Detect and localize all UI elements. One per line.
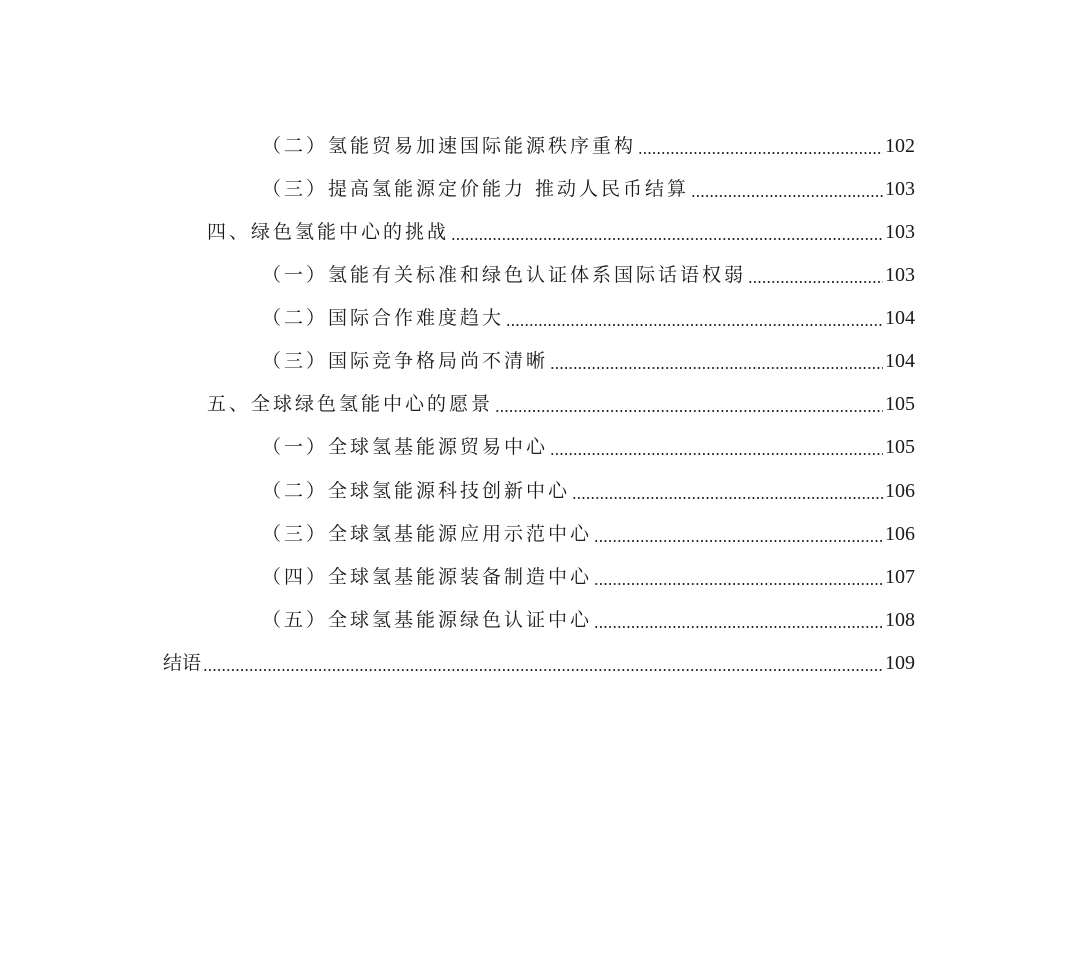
dot-leader xyxy=(203,668,883,672)
dot-leader xyxy=(550,366,883,370)
toc-entry xyxy=(207,216,915,246)
toc-entry-title: （五）全球氢基能源绿色认证中心 xyxy=(262,609,593,631)
toc-entry-title: （四）全球氢基能源装备制造中心 xyxy=(262,566,593,588)
dot-leader xyxy=(691,194,883,198)
toc-entry xyxy=(262,475,915,505)
toc-entry xyxy=(262,431,915,461)
dot-leader xyxy=(594,625,883,629)
toc-entry-page: 103 xyxy=(885,264,915,286)
toc-entry xyxy=(163,647,915,677)
toc-entry xyxy=(262,302,915,332)
toc-entry-page: 106 xyxy=(885,523,915,545)
toc-entry xyxy=(262,518,915,548)
toc-entry-title: 结语 xyxy=(163,652,202,674)
toc-entry xyxy=(207,388,915,418)
toc-entry-page: 105 xyxy=(885,393,915,415)
dot-leader xyxy=(594,582,883,586)
toc-entry-title: 五、全球绿色氢能中心的愿景 xyxy=(207,393,494,415)
dot-leader xyxy=(506,323,883,327)
dot-leader xyxy=(495,409,883,413)
toc-entry-page: 108 xyxy=(885,609,915,631)
dot-leader xyxy=(748,280,883,284)
toc-entry-page: 107 xyxy=(885,566,915,588)
toc-entry xyxy=(262,259,915,289)
toc-entry-title: （一）氢能有关标准和绿色认证体系国际话语权弱 xyxy=(262,264,747,286)
toc-entry xyxy=(262,130,915,160)
toc-entry xyxy=(262,561,915,591)
toc-entry-page: 105 xyxy=(885,436,915,458)
toc-entry-title: 四、绿色氢能中心的挑战 xyxy=(207,221,450,243)
toc-entry-title: （三）提高氢能源定价能力 推动人民币结算 xyxy=(262,178,690,200)
dot-leader xyxy=(594,539,883,543)
toc-entry-page: 103 xyxy=(885,178,915,200)
toc-entry-title: （二）氢能贸易加速国际能源秩序重构 xyxy=(262,135,637,157)
toc-entry xyxy=(262,345,915,375)
toc-entry-title: （三）全球氢基能源应用示范中心 xyxy=(262,523,593,545)
toc-entry-title: （三）国际竞争格局尚不清晰 xyxy=(262,350,549,372)
dot-leader xyxy=(550,452,883,456)
toc-entry-title: （二）全球氢能源科技创新中心 xyxy=(262,480,571,502)
toc-entry-page: 102 xyxy=(885,135,915,157)
toc-entry xyxy=(262,604,915,634)
toc-entry-page: 109 xyxy=(885,652,915,674)
toc-entry-page: 104 xyxy=(885,307,915,329)
toc-entry-title: （一）全球氢基能源贸易中心 xyxy=(262,436,549,458)
dot-leader xyxy=(638,151,883,155)
toc-entry-title: （二）国际合作难度趋大 xyxy=(262,307,505,329)
dot-leader xyxy=(451,237,883,241)
dot-leader xyxy=(572,496,883,500)
toc-entry-page: 106 xyxy=(885,480,915,502)
toc-entry-page: 104 xyxy=(885,350,915,372)
toc-entry-page: 103 xyxy=(885,221,915,243)
toc-entry xyxy=(262,173,915,203)
